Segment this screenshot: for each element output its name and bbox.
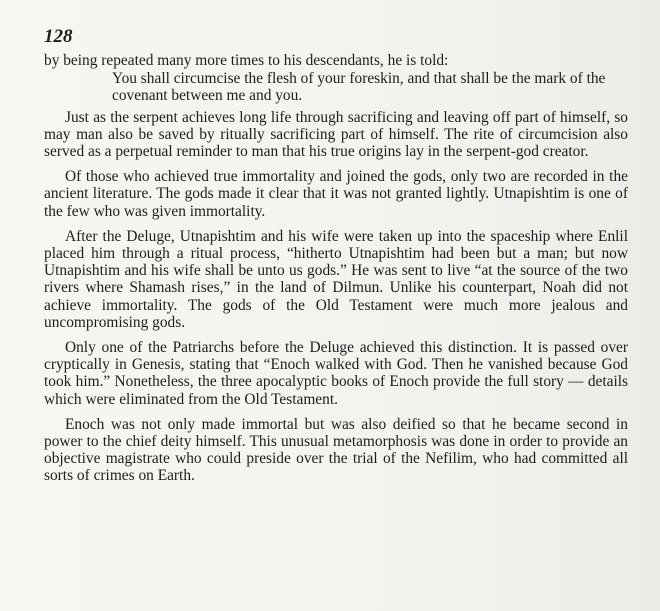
paragraph-5: Only one of the Patriarchs before the Deluge achieved this distinction. It is passed over cryptically in Genesis, stating that “Enoch walked with God. Then he vanished because God took him.” Nonetheless, the three apocalyptic books of Enoch provide the full story — details which were eliminated from the Old Testament.	[44, 339, 628, 408]
paragraph-2: Just as the serpent achieves long life through sacrificing and leaving off part of himself, so may man also be saved by ritually sacrificing part of himself. The rite of circumcision also served as a perpetual reminder to man that his true origins lay in the serpent-god creator.	[44, 108, 628, 161]
paragraph-1: by being repeated many more times to his descendants, he is told:	[44, 52, 449, 69]
page-number: 128	[44, 26, 73, 47]
paragraph-6: Enoch was not only made immortal but was also deified so that he became second in power to the chief deity himself. This unusual metamorphosis was done in order to provide an objective magistrate who could preside over the trial of the Nefilim, who had committed all sorts of crimes on Earth.	[44, 415, 628, 485]
block-quote: You shall circumcise the flesh of your foreskin, and that shall be the mark of the covenant between me and you.	[112, 70, 606, 105]
paragraph-4: After the Deluge, Utnapishtim and his wife were taken up into the spaceship where Enlil placed him through a ritual process, “hitherto Utnapishtim had been but a man; but now Utnapishtim and his wife shall be unto us gods.” He was sent to live “at the source of the two rivers where Shamash rises,” in the land of Dilmun. Unlike his counterpart, Noah did not achieve immortality. The gods of the Old Testament were much more jealous and uncompromising gods.	[44, 227, 628, 331]
paragraph-3: Of those who achieved true immortality and joined the gods, only two are recorded in the ancient literature. The gods made it clear that it was not granted lightly. Utnapishtim is one of the few who was given immortality.	[44, 168, 628, 220]
